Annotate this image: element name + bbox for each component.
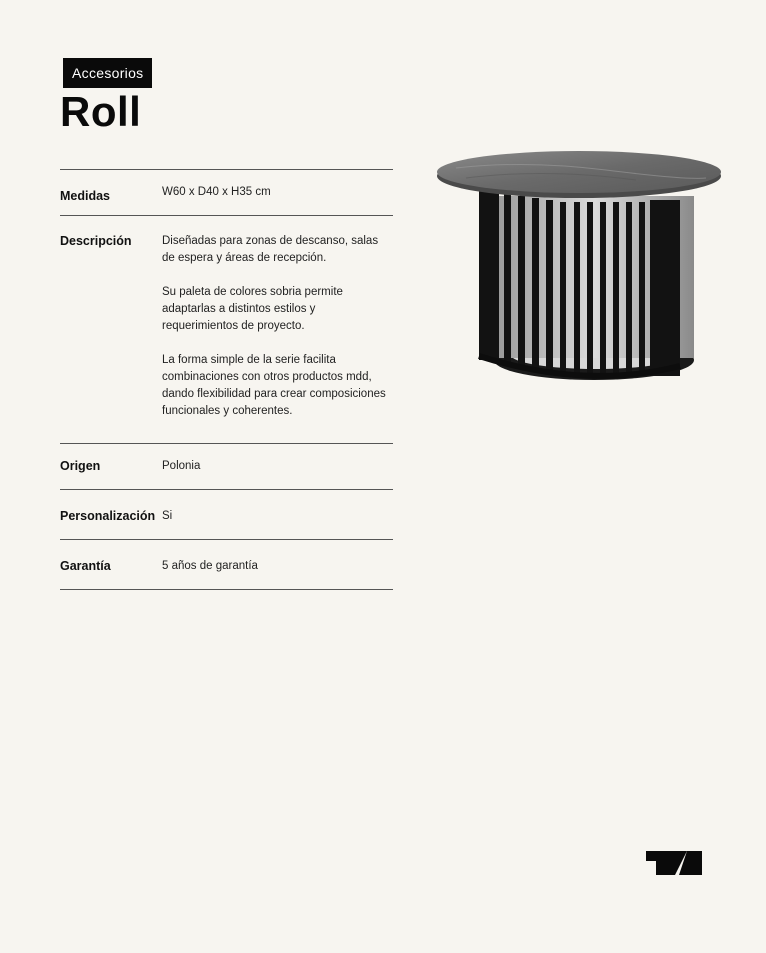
spec-label: Garantía bbox=[60, 559, 111, 573]
description-paragraph: Su paleta de colores sobria permite adaptarlas a distintos estilos y requerimientos de proyecto. bbox=[162, 286, 343, 332]
brand-logo bbox=[645, 850, 703, 876]
spec-value: 5 años de garantía bbox=[162, 560, 258, 572]
spec-table bbox=[60, 169, 393, 590]
category-badge: Accesorios bbox=[63, 58, 152, 88]
mdd-logo-icon bbox=[645, 850, 703, 876]
spec-value: W60 x D40 x H35 cm bbox=[162, 186, 271, 198]
product-image bbox=[436, 150, 726, 390]
spec-row-customization bbox=[60, 489, 393, 539]
spec-value: Si bbox=[162, 510, 173, 522]
spec-row-origin bbox=[60, 443, 393, 489]
spec-row-warranty bbox=[60, 539, 393, 590]
page-title: Roll bbox=[60, 88, 142, 135]
description-paragraph: La forma simple de la serie facilita combinaciones con otros productos mdd, dando flexibilidad para crear composiciones funcionales y coherentes. bbox=[162, 354, 386, 417]
spec-label: Descripción bbox=[60, 234, 132, 248]
spec-label: Personalización bbox=[60, 509, 156, 523]
spec-label: Origen bbox=[60, 459, 101, 473]
spec-row-dimensions bbox=[60, 169, 393, 215]
side-table-icon bbox=[436, 150, 726, 390]
spec-value: Polonia bbox=[162, 460, 201, 472]
description-paragraph: Diseñadas para zonas de descanso, salas de espera y áreas de recepción. bbox=[162, 235, 379, 264]
spec-label: Medidas bbox=[60, 189, 111, 203]
spec-row-description bbox=[60, 215, 393, 443]
spec-value bbox=[162, 233, 393, 443]
